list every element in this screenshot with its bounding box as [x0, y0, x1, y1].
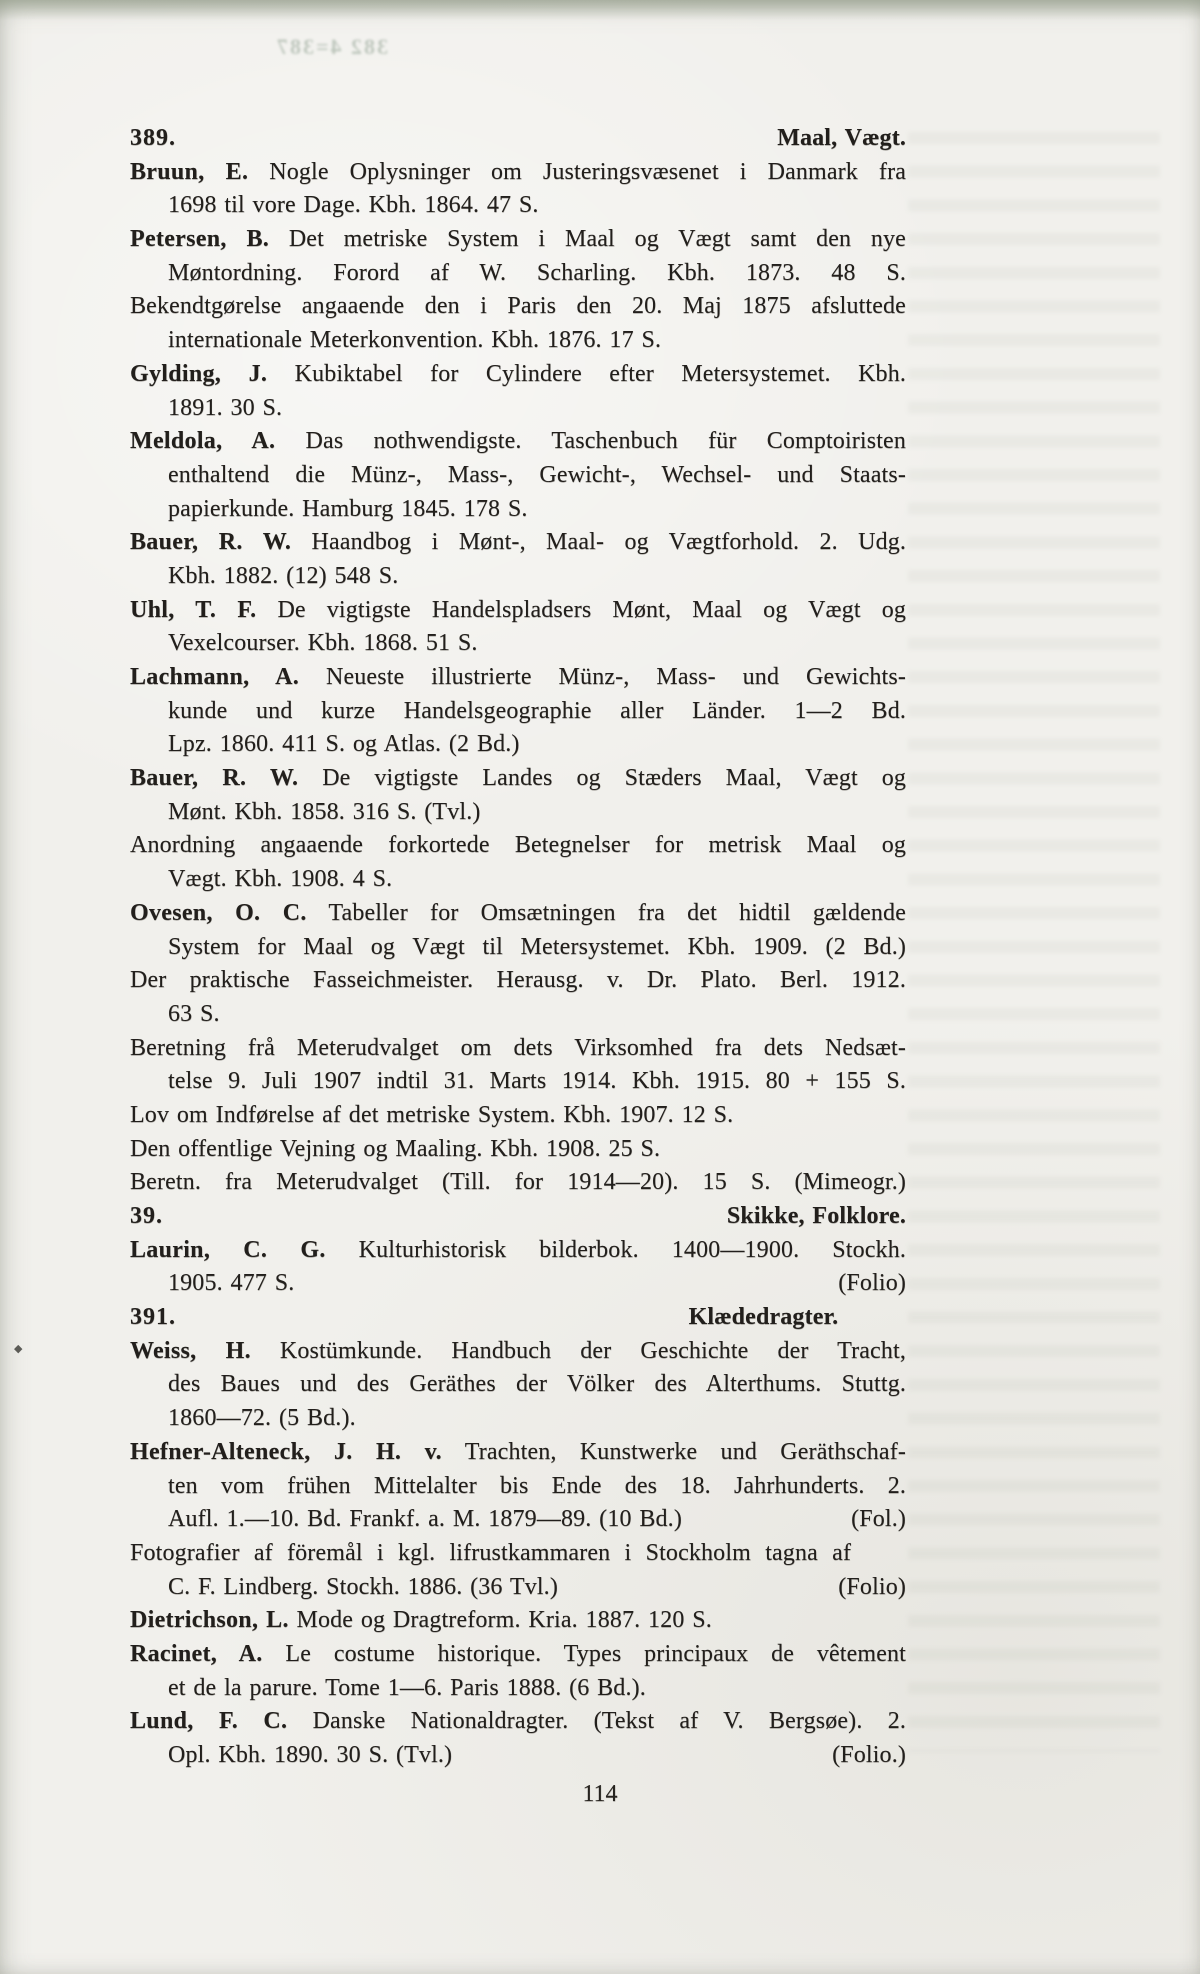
- bibliography-text-block: [130, 122, 906, 1773]
- bleed-through-column: [908, 132, 1160, 1752]
- entry-line: (Folio) C. F. Lindberg. Stockh. 1886. (36 Tvl.): [130, 1571, 906, 1605]
- entry-line: Laurin, C. G. Kulturhistorisk bilderbok. 1400—1900. Stockh.: [130, 1236, 906, 1263]
- author-name: Lund, F. C.: [130, 1708, 288, 1735]
- author-name: Bauer, R. W.: [130, 765, 299, 792]
- entry-line: Bauer, R. W. Haandbog i Mønt-, Maal- og Vægtforhold. 2. Udg.: [130, 529, 907, 556]
- entry-line: papierkunde. Hamburg 1845. 178 S.: [168, 495, 528, 522]
- entry-line: telse 9. Juli 1907 indtil 31. Marts 1914. Kbh. 1915. 80 + 155 S.: [168, 1068, 906, 1095]
- author-name: Petersen, B.: [130, 226, 270, 253]
- entry-line: Bruun, E. Nogle Oplysninger om Justeringsvæsenet i Danmark fra: [130, 158, 907, 185]
- section-header: [130, 1301, 838, 1335]
- author-name: Ovesen, O. C.: [130, 899, 307, 926]
- entry-line: Beretn. fra Meterudvalget (Till. for 1914—20). 15 S. (Mimeogr.): [130, 1169, 906, 1196]
- entry-line: Racinet, A. Le costume historique. Types principaux de vêtement: [130, 1640, 906, 1667]
- entry-line: enthaltend die Münz-, Mass-, Gewicht-, Wechsel- und Staats-: [168, 461, 906, 488]
- entry-line: System for Maal og Vægt til Metersystemet. Kbh. 1909. (2 Bd.): [168, 933, 906, 960]
- entry-line: Weiss, H. Kostümkunde. Handbuch der Geschichte der Tracht,: [130, 1337, 906, 1364]
- entry-line: Den offentlige Vejning og Maaling. Kbh. 1908. 25 S.: [130, 1135, 661, 1162]
- entry-line: Vægt. Kbh. 1908. 4 S.: [168, 866, 393, 893]
- author-name: Gylding, J.: [130, 360, 268, 387]
- author-name: Laurin, C. G.: [130, 1236, 326, 1263]
- author-name: Dietrichson, L.: [130, 1607, 289, 1634]
- entry-line: et de la parure. Tome 1—6. Paris 1888. (6 Bd.).: [168, 1674, 646, 1701]
- entry-line: Lov om Indførelse af det metriske System. Kbh. 1907. 12 S.: [130, 1101, 734, 1128]
- entry-line: Vexelcourser. Kbh. 1868. 51 S.: [168, 630, 478, 657]
- format-note: (Folio.): [832, 1742, 906, 1768]
- entry-line: Lpz. 1860. 411 S. og Atlas. (2 Bd.): [168, 731, 520, 758]
- entry-line: (Folio.) Opl. Kbh. 1890. 30 S. (Tvl.): [130, 1739, 906, 1773]
- author-name: Meldola, A.: [130, 428, 276, 455]
- author-name: Lachmann, A.: [130, 664, 300, 690]
- entry-line: Beretning frå Meterudvalget om dets Virksomhed fra dets Nedsæt-: [130, 1034, 906, 1061]
- scan-edge-shadow: [0, 0, 1200, 24]
- entry-line: kunde und kurze Handelsgeographie aller Länder. 1—2 Bd.: [168, 697, 906, 724]
- entry-line: Bekendtgørelse angaaende den i Paris den 20. Maj 1875 afsluttede: [130, 293, 906, 320]
- entry-line: Dietrichson, L. Mode og Dragtreform. Kria. 1887. 120 S.: [130, 1607, 712, 1634]
- entry-line: 63 S.: [168, 1000, 220, 1027]
- author-name: Racinet, A.: [130, 1640, 263, 1667]
- entry-line: des Baues und des Geräthes der Völker des Alterthums. Stuttg.: [168, 1371, 906, 1398]
- entry-line: Ovesen, O. C. Tabeller for Omsætningen fra det hidtil gældende: [130, 899, 907, 926]
- entry-line: (Folio) 1905. 477 S.: [130, 1267, 906, 1301]
- section-number: 39.: [130, 1203, 163, 1229]
- ink-speck: ◆: [14, 1343, 23, 1355]
- format-note: (Folio): [838, 1270, 906, 1297]
- entry-line: Anordning angaaende forkortede Betegnelser for metrisk Maal og: [130, 832, 906, 859]
- section-header: [130, 122, 906, 156]
- author-name: Weiss, H.: [130, 1337, 251, 1364]
- format-note: (Folio): [838, 1573, 906, 1600]
- entry-line: Kbh. 1882. (12) 548 S.: [168, 562, 399, 589]
- author-name: Uhl, T. F.: [130, 596, 257, 623]
- entry-line: Gylding, J. Kubiktabel for Cylindere efter Metersystemet. Kbh.: [130, 360, 906, 387]
- entry-line: Petersen, B. Det metriske System i Maal og Vægt samt den nye: [130, 226, 906, 253]
- entry-line: Der praktische Fasseichmeister. Herausg. v. Dr. Plato. Berl. 1912.: [130, 967, 906, 994]
- entry-line: Møntordning. Forord af W. Scharling. Kbh. 1873. 48 S.: [168, 259, 906, 286]
- entry-line: Lachmann, A. Neueste illustrierte Münz-, Mass- und Gewichts-: [130, 664, 906, 690]
- entry-line: Lund, F. C. Danske Nationaldragter. (Tekst af V. Bergsøe). 2.: [130, 1708, 907, 1735]
- entry-line: 1891. 30 S.: [168, 394, 283, 421]
- format-note: (Fol.): [851, 1506, 906, 1533]
- entry-line: Bauer, R. W. De vigtigste Landes og Stæders Maal, Vægt og: [130, 765, 906, 792]
- entry-line: internationale Meterkonvention. Kbh. 1876. 17 S.: [168, 327, 662, 354]
- section-number: 391.: [130, 1304, 176, 1331]
- entry-line: Uhl, T. F. De vigtigste Handelspladsers Mønt, Maal og Vægt og: [130, 596, 906, 623]
- entry-line: ten vom frühen Mittelalter bis Ende des 18. Jahrhunderts. 2.: [168, 1472, 906, 1499]
- entry-line: 1860—72. (5 Bd.).: [168, 1405, 356, 1432]
- entry-line: Mønt. Kbh. 1858. 316 S. (Tvl.): [168, 798, 481, 825]
- page-number: 114: [582, 1781, 618, 1807]
- section-number: 389.: [130, 125, 176, 151]
- section-header: [130, 1200, 906, 1234]
- section-title: Klædedragter.: [688, 1304, 839, 1331]
- entry-line: Fotografier af föremål i kgl. lifrustkammaren i Stockholm tagna af: [130, 1539, 852, 1566]
- section-title: Maal, Vægt.: [777, 125, 906, 151]
- section-title: Skikke, Folklore.: [726, 1203, 906, 1229]
- entry-line: Hefner-Alteneck, J. H. v. Trachten, Kunstwerke und Geräthschaf-: [130, 1438, 906, 1465]
- author-name: Hefner-Alteneck, J. H. v.: [130, 1438, 442, 1465]
- entry-line: Meldola, A. Das nothwendigste. Taschenbuch für Comptoiristen: [130, 428, 906, 455]
- author-name: Bruun, E.: [130, 158, 249, 185]
- entry-line: 1698 til vore Dage. Kbh. 1864. 47 S.: [168, 192, 539, 219]
- bleed-through-text: 382 4=387: [274, 34, 388, 59]
- entry-line: (Fol.) Aufl. 1.—10. Bd. Frankf. a. M. 1879—89. (10 Bd.): [130, 1503, 906, 1537]
- author-name: Bauer, R. W.: [130, 529, 292, 556]
